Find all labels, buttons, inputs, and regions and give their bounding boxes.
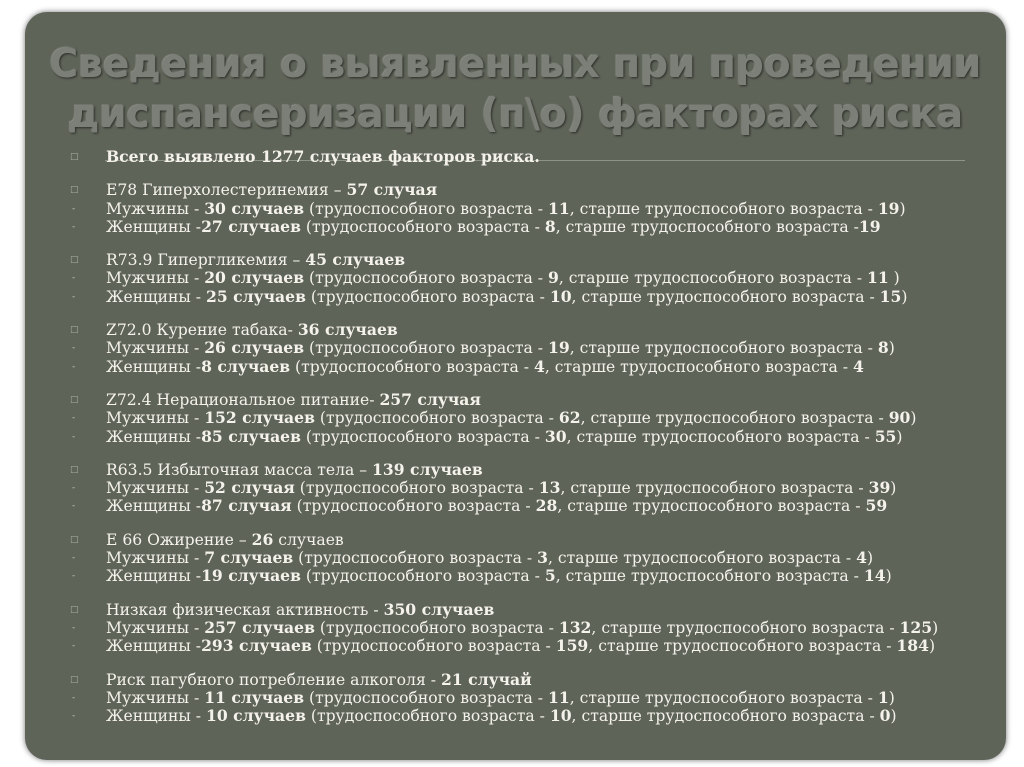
working-age-count: 11 xyxy=(548,687,570,707)
working-age-count: 28 xyxy=(535,496,558,516)
risk-factor-count: 350 случаев xyxy=(383,599,495,619)
women-line xyxy=(70,288,970,306)
working-age-label: (трудоспособного возраста - xyxy=(304,199,548,218)
older-age-count: 0 xyxy=(879,706,891,726)
case-count: 20 случаев xyxy=(204,268,305,288)
working-age-count: 4 xyxy=(534,356,545,376)
working-age-label: (трудоспособного возраста - xyxy=(300,217,545,236)
square-bullet-icon: □ xyxy=(70,604,79,615)
women-line xyxy=(70,497,970,515)
slide-title-line-2: диспансеризации (п\о) факторах риска xyxy=(67,92,964,137)
risk-factor-header xyxy=(70,671,970,689)
case-count: 85 случаев xyxy=(201,426,301,446)
older-age-count: 11 xyxy=(866,268,889,288)
working-age-label: (трудоспособного возраста - xyxy=(300,567,545,586)
older-age-label: , старше трудоспособного возраста - xyxy=(544,357,854,376)
working-age-count: 13 xyxy=(538,478,561,498)
older-age-label: , старше трудоспособного возраста - xyxy=(558,269,867,288)
older-age-label: , старше трудоспособного возраста - xyxy=(548,549,857,568)
working-age-count: 11 xyxy=(548,198,570,218)
risk-factor-block xyxy=(70,251,970,306)
risk-factor-header xyxy=(70,531,970,549)
closing-text: ) xyxy=(888,339,895,358)
total-line xyxy=(70,148,970,166)
men-line xyxy=(70,409,970,427)
dash-icon: - xyxy=(72,711,76,722)
risk-factor-name: R73.9 Гипергликемия – xyxy=(106,251,306,270)
older-age-count: 55 xyxy=(874,426,897,446)
older-age-label: , старше трудоспособного возраста - xyxy=(555,217,859,236)
older-age-label: , старше трудоспособного возраста - xyxy=(560,479,869,498)
risk-factor-name: Z72.4 Нерациональное питание- xyxy=(106,390,380,409)
sex-label: Женщины - xyxy=(106,637,202,656)
men-line xyxy=(70,339,970,357)
women-line xyxy=(70,428,970,446)
older-age-count: 19 xyxy=(877,198,900,218)
older-age-count: 4 xyxy=(856,548,867,568)
men-line xyxy=(70,549,970,567)
case-count: 257 случаев xyxy=(204,617,315,637)
case-count: 25 случаев xyxy=(206,286,306,306)
older-age-label: , старше трудоспособного возраста - xyxy=(555,567,864,586)
case-count: 87 случая xyxy=(201,496,292,516)
sex-label: Мужчины - xyxy=(106,618,205,637)
risk-factor-count: 57 случая xyxy=(346,180,438,200)
square-bullet-icon: □ xyxy=(70,464,79,475)
closing-text: ) xyxy=(885,567,892,586)
closing-text: ) xyxy=(890,479,897,498)
working-age-count: 3 xyxy=(537,548,549,568)
slide-content xyxy=(70,148,970,740)
sex-label: Женщины - xyxy=(106,707,207,726)
older-age-label: , старше трудоспособного возраста - xyxy=(580,409,889,428)
working-age-label: (трудоспособного возраста - xyxy=(304,339,548,358)
risk-factor-name: Z72.0 Курение табака- xyxy=(106,321,298,340)
sex-label: Женщины - xyxy=(106,427,202,446)
working-age-label: (трудоспособного возраста - xyxy=(304,688,548,707)
risk-factor-count: 45 случаев xyxy=(305,250,406,270)
working-age-count: 10 xyxy=(549,706,572,726)
square-bullet-icon: □ xyxy=(70,674,79,685)
sex-label: Мужчины - xyxy=(106,269,205,288)
square-bullet-icon: □ xyxy=(70,255,79,266)
risk-factor-block xyxy=(70,601,970,656)
risk-factor-block xyxy=(70,181,970,236)
working-age-count: 62 xyxy=(558,408,581,428)
risk-factor-header xyxy=(70,391,970,409)
risk-factor-count: 139 случаев xyxy=(372,459,483,479)
risk-factor-header xyxy=(70,251,970,269)
closing-text: ) xyxy=(896,427,903,446)
risk-factor-count: 21 случай xyxy=(440,669,532,689)
risk-factor-block xyxy=(70,391,970,446)
total-block xyxy=(70,148,970,166)
older-age-count: 39 xyxy=(868,478,891,498)
women-line xyxy=(70,567,970,585)
dash-icon: - xyxy=(72,431,76,442)
older-age-count: 8 xyxy=(877,338,889,358)
risk-factor-count: 36 случаев xyxy=(297,320,398,340)
sex-label: Женщины - xyxy=(106,497,202,516)
dash-icon: - xyxy=(72,361,76,372)
case-count: 152 случаев xyxy=(204,408,315,428)
risk-factor-name: R63.5 Избыточная масса тела – xyxy=(106,460,373,479)
men-line xyxy=(70,619,970,637)
older-age-label: , старше трудоспособного возраста - xyxy=(591,618,900,637)
older-age-count: 4 xyxy=(853,356,864,376)
case-count: 7 случаев xyxy=(204,548,294,568)
dash-icon: - xyxy=(72,343,76,354)
risk-factor-name: Е 66 Ожирение – xyxy=(106,530,252,549)
sex-label: Мужчины - xyxy=(106,339,205,358)
older-age-label: , старше трудоспособного возраста - xyxy=(569,199,878,218)
closing-text: ) xyxy=(928,637,936,656)
case-count: 27 случаев xyxy=(201,216,301,236)
working-age-label: (трудоспособного возраста - xyxy=(293,549,538,568)
sex-label: Мужчины - xyxy=(106,688,205,707)
working-age-label: (трудоспособного возраста - xyxy=(314,618,559,637)
closing-text: ) xyxy=(890,707,897,726)
older-age-count: 1 xyxy=(877,687,889,707)
square-bullet-icon: □ xyxy=(70,152,79,162)
closing-text: ) xyxy=(932,618,939,637)
men-line xyxy=(70,200,970,218)
risk-factor-header xyxy=(70,601,970,619)
dash-icon: - xyxy=(72,221,76,232)
working-age-label: (трудоспособного возраста - xyxy=(311,637,556,656)
dash-icon: - xyxy=(72,413,76,424)
closing-text: ) xyxy=(867,549,874,568)
older-age-count: 90 xyxy=(888,408,911,428)
case-count: 30 случаев xyxy=(204,198,305,218)
risk-factor-header xyxy=(70,181,970,199)
working-age-label: (трудоспособного возраста - xyxy=(314,409,559,428)
working-age-label: (трудоспособного возраста - xyxy=(291,497,536,516)
dash-icon: - xyxy=(72,483,76,494)
working-age-label: (трудоспособного возраста - xyxy=(300,427,545,446)
square-bullet-icon: □ xyxy=(70,325,79,336)
risk-factor-block xyxy=(70,461,970,516)
working-age-count: 10 xyxy=(549,286,572,306)
men-line xyxy=(70,689,970,707)
closing-text: ) xyxy=(899,199,906,218)
working-age-count: 30 xyxy=(544,426,567,446)
men-line xyxy=(70,479,970,497)
risk-factor-count: 257 случая xyxy=(379,389,481,409)
risk-factor-name: Низкая физическая активность - xyxy=(106,600,384,619)
sex-label: Женщины - xyxy=(106,217,202,236)
older-age-count: 125 xyxy=(899,617,933,637)
dash-icon: - xyxy=(72,641,76,652)
risk-factor-name: Риск пагубного потребление алкоголя - xyxy=(106,670,441,689)
working-age-count: 8 xyxy=(544,216,556,236)
working-age-label: (трудоспособного возраста - xyxy=(304,269,548,288)
risk-factor-block xyxy=(70,671,970,726)
older-age-count: 19 xyxy=(858,216,881,236)
men-line xyxy=(70,269,970,287)
square-bullet-icon: □ xyxy=(70,185,79,196)
closing-text: ) xyxy=(901,287,908,306)
dash-icon: - xyxy=(72,203,76,214)
case-count: 293 случаев xyxy=(201,636,312,656)
working-age-label: (трудоспособного возраста - xyxy=(294,479,539,498)
working-age-count: 132 xyxy=(558,617,592,637)
women-line xyxy=(70,358,970,376)
working-age-count: 5 xyxy=(544,566,556,586)
older-age-label: , старше трудоспособного возраста - xyxy=(566,427,875,446)
older-age-count: 184 xyxy=(896,636,929,656)
women-line xyxy=(70,707,970,725)
sex-label: Мужчины - xyxy=(106,409,205,428)
older-age-label: , старше трудоспособного возраста - xyxy=(557,497,866,516)
risk-factor-suffix: случаев xyxy=(273,530,344,549)
sex-label: Мужчины - xyxy=(106,479,205,498)
dash-icon: - xyxy=(72,692,76,703)
sex-label: Мужчины - xyxy=(106,549,205,568)
working-age-label: (трудоспособного возраста - xyxy=(290,357,535,376)
case-count: 52 случая xyxy=(204,478,295,498)
sex-label: Женщины - xyxy=(106,287,207,306)
risk-factor-block xyxy=(70,321,970,376)
women-line xyxy=(70,218,970,236)
working-age-count: 159 xyxy=(555,636,589,656)
risk-factor-count: 26 xyxy=(251,529,274,549)
dash-icon: - xyxy=(72,291,76,302)
square-bullet-icon: □ xyxy=(70,534,79,545)
total-text: Всего выявлено 1277 случаев факторов риска. xyxy=(106,147,540,166)
older-age-count: 59 xyxy=(865,496,888,516)
case-count: 10 случаев xyxy=(206,706,306,726)
case-count: 11 случаев xyxy=(204,687,305,707)
working-age-label: (трудоспособного возраста - xyxy=(305,707,550,726)
risk-factor-name: Е78 Гиперхолестеринемия – xyxy=(106,181,347,200)
older-age-count: 15 xyxy=(879,286,902,306)
dash-icon: - xyxy=(72,622,76,633)
working-age-label: (трудоспособного возраста - xyxy=(305,287,550,306)
sex-label: Женщины - xyxy=(106,357,202,376)
older-age-label: , старше трудоспособного возраста - xyxy=(588,637,897,656)
older-age-label: , старше трудоспособного возраста - xyxy=(571,707,880,726)
women-line xyxy=(70,637,970,655)
dash-icon: - xyxy=(72,571,76,582)
working-age-count: 19 xyxy=(548,338,570,358)
closing-text: ) xyxy=(910,409,917,428)
risk-factor-header xyxy=(70,321,970,339)
older-age-label: , старше трудоспособного возраста - xyxy=(569,339,878,358)
case-count: 26 случаев xyxy=(204,338,305,358)
risk-factor-block xyxy=(70,531,970,586)
sex-label: Женщины - xyxy=(106,567,202,586)
dash-icon: - xyxy=(72,501,76,512)
dash-icon: - xyxy=(72,553,76,564)
case-count: 19 случаев xyxy=(201,566,301,586)
slide-title xyxy=(25,40,1006,140)
risk-factor-header xyxy=(70,461,970,479)
case-count: 8 случаев xyxy=(201,356,291,376)
closing-text: ) xyxy=(888,269,900,288)
working-age-count: 9 xyxy=(548,268,559,288)
square-bullet-icon: □ xyxy=(70,394,79,405)
older-age-label: , старше трудоспособного возраста - xyxy=(571,287,880,306)
dash-icon: - xyxy=(72,273,76,284)
slide xyxy=(25,12,1006,760)
older-age-count: 14 xyxy=(863,566,886,586)
closing-text: ) xyxy=(888,688,895,707)
sex-label: Мужчины - xyxy=(106,199,205,218)
older-age-label: , старше трудоспособного возраста - xyxy=(569,688,878,707)
slide-title-line-1: Сведения о выявленных при проведении xyxy=(49,42,982,87)
